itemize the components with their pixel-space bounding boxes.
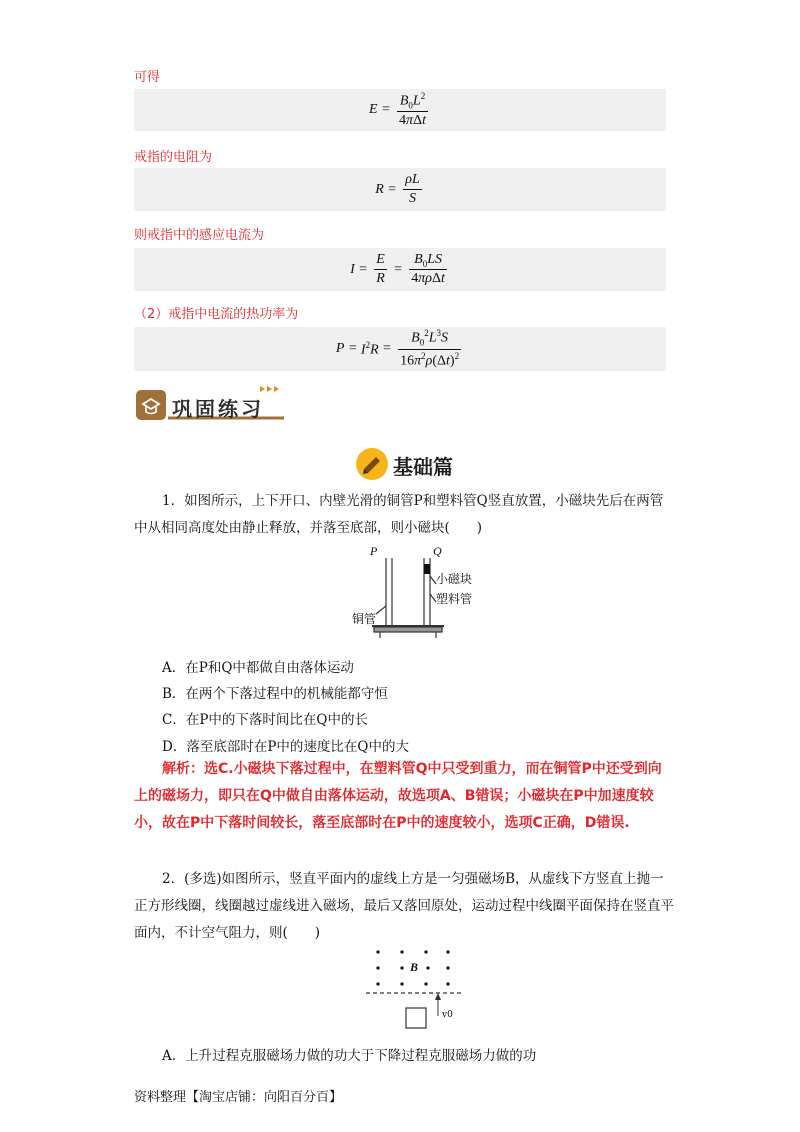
q1-fig-label-q: Q — [433, 544, 442, 558]
q1-option-b: B．在两个下落过程中的机械能都守恒 — [162, 686, 388, 702]
formula-box-3 — [134, 248, 666, 291]
q2-option-a: A．上升过程克服磁场力做的功大于下降过程克服磁场力做的功 — [162, 1048, 537, 1064]
pencil-badge-icon — [355, 447, 389, 481]
step-label-3: 则戒指中的感应电流为 — [134, 228, 265, 243]
step-label-2: 戒指的电阻为 — [134, 150, 213, 165]
q1-fig-label-copper: 铜管 — [352, 612, 377, 626]
square-coil — [406, 1008, 426, 1028]
formula-box-2 — [134, 168, 666, 211]
q2-fig-label-b: B — [410, 960, 419, 974]
formula-power: P = $I^2R$ = $\frac{B_0^2L^3S}{16\pi^2\rho(\Delta t)^2}$ — [335, 328, 460, 369]
formula-resistance: R = $\frac{\rho L}{S}$ — [375, 172, 420, 206]
q1-analysis: 解析：选C.小磁块下落过程中，在塑料管Q中只受到重力，而在铜管P中还受到向上的磁场力，即只在Q中做自由落体运动，故选项A、B错误；小磁块在P中加速度较小，故在P中下落时间较长，落至底部时在P中的速度较小，选项C正确，D错误. — [134, 761, 662, 831]
arrows-icon — [260, 386, 279, 392]
formula-current: I = $\frac{E}{R}$ = $\frac{B_0LS}{\text{4πρΔt}}$ — [350, 251, 445, 287]
banner-icon-bg — [136, 390, 166, 420]
formula-box-4 — [134, 327, 666, 371]
q2-fig-label-v0: v0 — [442, 1010, 453, 1020]
magnet-block — [424, 564, 430, 574]
footer-text: 资料整理【淘宝店铺：向阳百分百】 — [134, 1090, 343, 1105]
q1-fig-label-p: P — [370, 544, 378, 558]
q1-option-c: C．在P中的下落时间比在Q中的长 — [162, 712, 368, 728]
q1-fig-label-plastic: 塑料管 — [436, 592, 473, 606]
subsection-badge — [355, 447, 475, 481]
step-label-1: 可得 — [134, 70, 161, 85]
formula-emf: E = $\frac{B_0L^2}{\text{4πΔt}}$ — [369, 90, 426, 129]
subsection-title: 基础篇 — [393, 455, 453, 479]
q1-stem: 1．如图所示，上下开口、内壁光滑的铜管P和塑料管Q竖直放置，小磁块先后在两管中从相同高度处由静止释放，并落至底部，则小磁块( ) — [134, 493, 664, 536]
q1-option-d: D．落至底部时在P中的速度比在Q中的大 — [162, 739, 409, 755]
step-label-4: （2）戒指中电流的热功率为 — [134, 307, 299, 322]
q2-stem: 2．(多选)如图所示，竖直平面内的虚线上方是一匀强磁场B，从虚线下方竖直上抛一正方形线圈，线圈越过虚线进入磁场，最后又落回原处，运动过程中线圈平面保持在竖直平面内，不计空气阻力，则( ) — [134, 871, 674, 941]
q1-fig-label-magnet: 小磁块 — [436, 572, 473, 586]
section-banner — [136, 384, 286, 422]
formula-box-1 — [134, 89, 666, 131]
q1-option-a: A．在P和Q中都做自由落体运动 — [162, 660, 354, 676]
section-banner-title: 巩固练习 — [172, 397, 264, 421]
